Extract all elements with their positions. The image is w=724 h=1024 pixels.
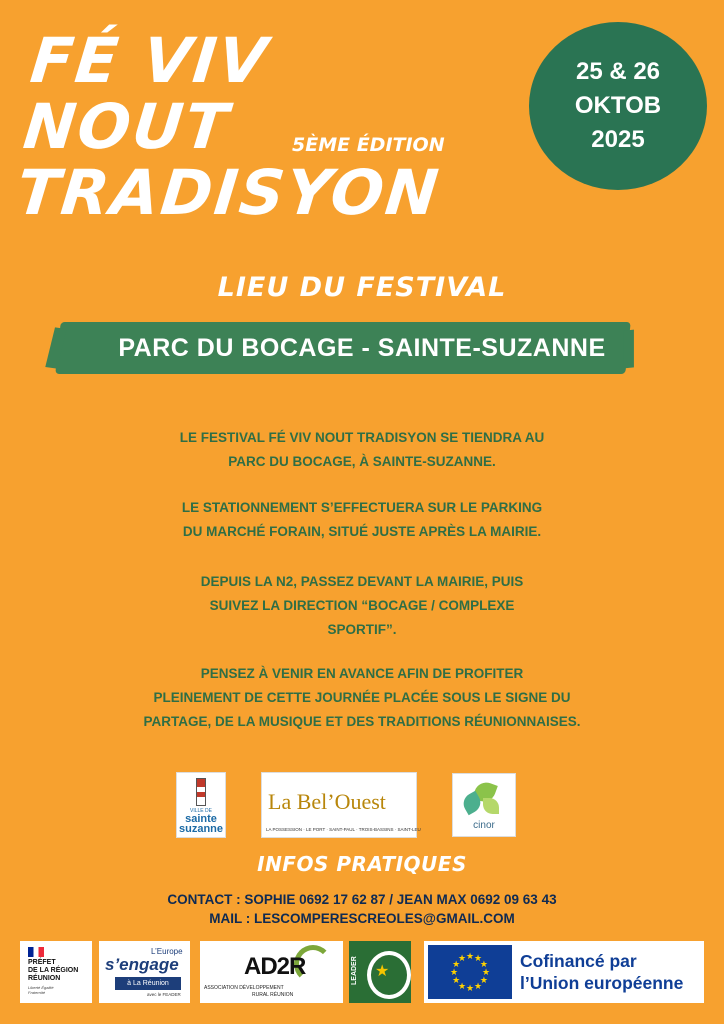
logo-text: sainte (185, 813, 217, 825)
logo-text: La Bel’Ouest (268, 789, 386, 814)
venue-heading: LIEU DU FESTIVAL (217, 272, 507, 303)
contact-line: CONTACT : SOPHIE 0692 17 62 87 / JEAN MAX 0692 09 63 43 (167, 892, 557, 907)
title-line-2: NOUT (20, 90, 234, 163)
logo-text: à La Réunion (115, 977, 181, 990)
info-line: LE STATIONNEMENT S’EFFECTUERA SUR LE PARKING (181, 500, 543, 515)
star-icon: ★ (458, 980, 467, 991)
cinor-logo (452, 773, 516, 837)
info-line: LE FESTIVAL FÉ VIV NOUT TRADISYON SE TIENDRA AU (179, 430, 545, 445)
info-line: DEPUIS LA N2, PASSEZ DEVANT LA MAIRIE, PUIS (200, 574, 524, 589)
eu-cofinance-logo (424, 941, 704, 1003)
logo-text: ASSOCIATION DÉVELOPPEMENT (204, 985, 284, 991)
edition-label: 5ÈME ÉDITION (292, 134, 445, 156)
title-line-1: FÉ VIV (27, 24, 273, 97)
logo-text-line: PRÉFET (28, 959, 56, 966)
french-flag-icon (28, 947, 44, 957)
title-line-3: TRADISYON (13, 156, 444, 229)
prefet-logo (20, 941, 92, 1003)
date-line-2: OKTOB (574, 92, 662, 119)
info-paragraph-3 (92, 570, 632, 642)
star-icon: ★ (466, 983, 475, 993)
star-icon: ★ (479, 975, 488, 985)
info-line: SPORTIF”. (327, 622, 397, 637)
sainte-suzanne-logo (176, 772, 226, 838)
logo-text: avec le FEADER (147, 992, 181, 997)
star-icon: ★ (458, 953, 467, 964)
info-paragraph-1 (92, 426, 632, 474)
star-icon: ★ (479, 959, 488, 969)
logo-text-line: DE LA RÉGION (28, 967, 79, 974)
logo-motto: Liberté Égalité Fraternité (28, 985, 54, 995)
logo-text: suzanne (178, 823, 223, 835)
date-line-3: 2025 (591, 126, 645, 153)
logo-text: VILLE DE (190, 808, 212, 814)
info-paragraph-4 (92, 662, 632, 734)
mail-line: MAIL : LESCOMPERESCREOLES@GMAIL.COM (209, 911, 515, 926)
star-icon: ★ (450, 967, 459, 977)
star-icon: ★ (474, 953, 483, 964)
europe-sengage-logo (99, 941, 190, 1003)
leaf-icon (483, 798, 499, 814)
practical-heading: INFOS PRATIQUES (257, 852, 467, 876)
info-paragraph-2 (92, 496, 632, 544)
logo-text: LA POSSESSION · LE PORT · SAINT-PAUL · TROIS-BASSINS · SAINT-LEU (266, 827, 421, 832)
logo-text: LEADER (351, 956, 358, 985)
contact-block (0, 890, 724, 928)
date-badge (529, 22, 707, 190)
star-icon: ★ (474, 980, 483, 991)
logo-text-line: RÉUNION (28, 975, 61, 982)
star-icon: ★ (466, 951, 475, 961)
info-line: DU MARCHÉ FORAIN, SITUÉ JUSTE APRÈS LA MAIRIE. (182, 524, 542, 539)
star-icon: ★ (375, 963, 390, 980)
date-line-1: 25 & 26 (575, 58, 661, 85)
star-icon: ★ (452, 959, 461, 969)
star-icon: ★ (452, 975, 461, 985)
logo-text: cinor (473, 820, 495, 831)
logo-text: AD2R (244, 953, 306, 980)
star-icon: ★ (482, 967, 491, 977)
ad2r-logo (200, 941, 343, 1003)
belouest-logo (261, 772, 421, 838)
info-line: PLEINEMENT DE CETTE JOURNÉE PLACÉE SOUS LE SIGNE DU (153, 690, 571, 705)
info-line: PARC DU BOCAGE, À SAINTE-SUZANNE. (228, 454, 496, 469)
logo-text: RURAL RÉUNION (252, 992, 294, 998)
logo-text: Cofinancé par (520, 951, 637, 971)
info-line: PARTAGE, DE LA MUSIQUE ET DES TRADITIONS RÉUNIONNAISES. (143, 714, 581, 729)
eu-flag-icon (428, 945, 512, 999)
logo-text: s’engage (105, 955, 179, 974)
logo-text: l’Union européenne (520, 973, 684, 993)
eu-stars-icon (450, 952, 490, 992)
logo-text (28, 959, 78, 983)
festival-title (13, 24, 457, 229)
lighthouse-icon (196, 778, 206, 806)
venue-place: PARC DU BOCAGE - SAINTE-SUZANNE (118, 334, 606, 362)
logo-text: L’Europe (151, 947, 183, 956)
info-line: SUIVEZ LA DIRECTION “BOCAGE / COMPLEXE (209, 598, 515, 613)
info-line: PENSEZ À VENIR EN AVANCE AFIN DE PROFITER (200, 666, 524, 681)
leader-logo (349, 941, 411, 1003)
